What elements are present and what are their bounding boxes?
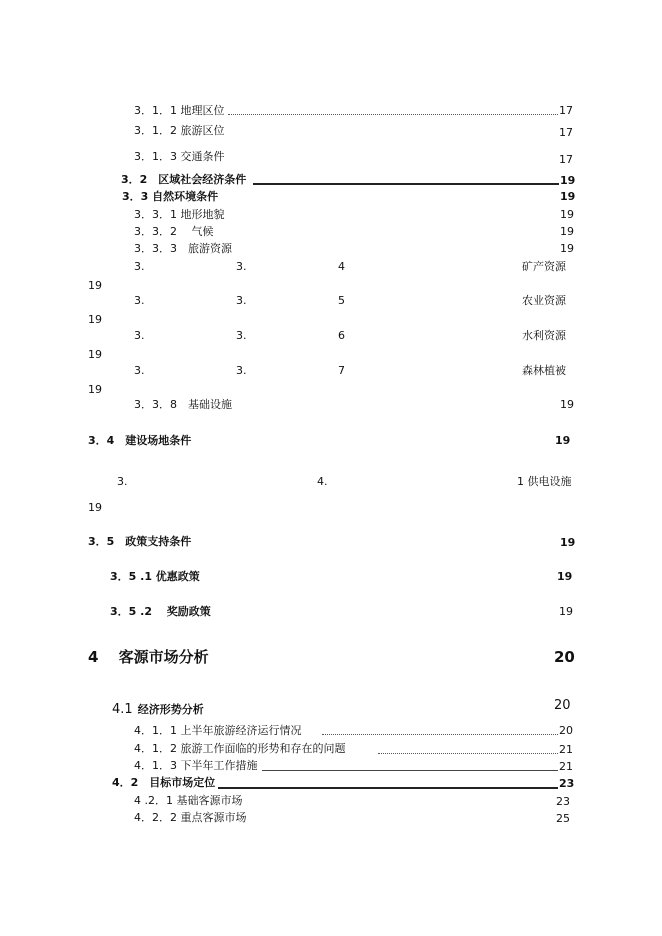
- toc-entry-4-2-1[interactable]: [134, 794, 243, 807]
- toc-label: 3．1．2 旅游区位: [134, 124, 225, 137]
- toc-entry-3-4[interactable]: [88, 434, 191, 447]
- toc-number-part: 3.: [117, 475, 128, 488]
- toc-entry-4-2[interactable]: [112, 776, 215, 789]
- toc-entry-3-1-1[interactable]: [134, 104, 225, 117]
- toc-number-part: 3.: [134, 294, 145, 307]
- toc-page-number: 20: [559, 724, 573, 737]
- toc-label: 4．2．2 重点客源市场: [134, 811, 247, 824]
- toc-page-number: 17: [559, 126, 573, 139]
- toc-label: 3．1．1 地理区位: [134, 104, 225, 117]
- toc-label: 4．2 目标市场定位: [112, 776, 216, 789]
- toc-page-number: 19: [560, 208, 574, 221]
- toc-page-number: 19: [560, 242, 574, 255]
- toc-label: 3．3．3 旅游资源: [134, 242, 232, 255]
- toc-page-number: 19: [560, 190, 576, 203]
- toc-page-number: 19: [88, 501, 102, 514]
- toc-number-part: 5: [338, 294, 345, 307]
- toc-entry-4-1-3[interactable]: [134, 759, 258, 772]
- toc-label: 4．1．3 下半年工作措施: [134, 759, 258, 772]
- toc-label: 4 .2．1 基础客源市场: [134, 794, 243, 807]
- toc-number-part: 6: [338, 329, 345, 342]
- toc-page-number: 17: [559, 153, 573, 166]
- toc-label: 4．1．2 旅游工作面临的形势和存在的问题: [134, 742, 346, 755]
- toc-number-part: 3.: [236, 260, 247, 273]
- toc-entry-3-3-5[interactable]: 农业资源: [522, 294, 566, 307]
- toc-page-number: 19: [559, 605, 573, 618]
- toc-page-number: 17: [559, 104, 573, 117]
- toc-entry-3-3-6[interactable]: 水利资源: [522, 329, 566, 342]
- toc-page-number: 19: [88, 383, 102, 396]
- toc-entry-3-5-2[interactable]: [110, 605, 211, 618]
- toc-page-number: 21: [559, 760, 573, 773]
- toc-entry-4-1[interactable]: [112, 698, 204, 718]
- toc-entry-3-1-2[interactable]: [134, 124, 225, 137]
- toc-page-number: 23: [556, 795, 570, 808]
- toc-entry-3-3-8[interactable]: [134, 398, 232, 411]
- toc-entry-3-5[interactable]: [88, 535, 191, 548]
- toc-number-part: 4: [338, 260, 345, 273]
- toc-label: 4．1．1 上半年旅游经济运行情况: [134, 724, 302, 737]
- toc-label: 3．2 区域社会经济条件: [121, 173, 247, 186]
- toc-page-number: 19: [555, 434, 571, 447]
- toc-entry-3-3[interactable]: [122, 190, 218, 203]
- toc-label: 3．3 自然环境条件: [122, 190, 219, 203]
- toc-label: 3．5 政策支持条件: [88, 535, 192, 548]
- toc-entry-3-3-7[interactable]: 森林植被: [522, 364, 566, 377]
- toc-page-number: 19: [560, 174, 576, 187]
- toc-entry-4-1-1[interactable]: [134, 724, 302, 737]
- toc-label: 3．5 .2 奖励政策: [110, 605, 211, 618]
- toc-chapter-4[interactable]: 4 客源市场分析: [88, 648, 209, 666]
- toc-entry-4-2-2[interactable]: [134, 811, 247, 824]
- toc-page-number: 19: [88, 348, 102, 361]
- toc-number-part: 3.: [134, 260, 145, 273]
- toc-label: 3．1．3 交通条件: [134, 150, 225, 163]
- toc-entry-3-5-1[interactable]: [110, 570, 200, 583]
- toc-number-part: 3.: [236, 329, 247, 342]
- toc-entry-3-1-3[interactable]: [134, 150, 225, 163]
- toc-number: 4.1: [112, 702, 133, 717]
- toc-page-number: 20: [554, 648, 575, 666]
- toc-label: 3．4 建设场地条件: [88, 434, 192, 447]
- toc-number-part: 4.: [317, 475, 328, 488]
- leader-dots: [228, 114, 558, 115]
- toc-page-number: 19: [560, 225, 574, 238]
- toc-page-number: 19: [560, 398, 574, 411]
- toc-number-part: 7: [338, 364, 345, 377]
- toc-entry-3-3-2[interactable]: [134, 225, 214, 238]
- toc-entry-3-3-3[interactable]: [134, 242, 232, 255]
- toc-label: 3．5 .1 优惠政策: [110, 570, 200, 583]
- toc-label: 3．3．1 地形地貌: [134, 208, 225, 221]
- toc-entry-3-2[interactable]: [121, 173, 246, 186]
- toc-label: 3．3．8 基础设施: [134, 398, 232, 411]
- toc-page-number: 19: [557, 570, 573, 583]
- toc-page-number: 20: [554, 698, 571, 713]
- toc-page-number: 19: [560, 536, 576, 549]
- toc-entry-3-3-1[interactable]: [134, 208, 225, 221]
- toc-page-number: 19: [88, 279, 102, 292]
- toc-entry-3-4-1[interactable]: 1 供电设施: [517, 475, 572, 488]
- toc-page-number: 23: [559, 777, 575, 790]
- leader-line: [262, 770, 558, 771]
- toc-number-part: 3.: [236, 364, 247, 377]
- leader-dots: [322, 734, 558, 735]
- leader-line: [253, 183, 559, 185]
- toc-number-part: 3.: [134, 364, 145, 377]
- toc-number-part: 3.: [134, 329, 145, 342]
- toc-page-number: 25: [556, 812, 570, 825]
- toc-entry-4-1-2[interactable]: [134, 742, 346, 755]
- toc-label: 经济形势分析: [137, 703, 204, 716]
- leader-line: [218, 787, 558, 789]
- toc-page-number: 21: [559, 743, 573, 756]
- toc-entry-3-3-4[interactable]: 矿产资源: [522, 260, 566, 273]
- toc-label: 3．3．2 气候: [134, 225, 214, 238]
- toc-page-number: 19: [88, 313, 102, 326]
- toc-number-part: 3.: [236, 294, 247, 307]
- leader-dots: [378, 753, 558, 754]
